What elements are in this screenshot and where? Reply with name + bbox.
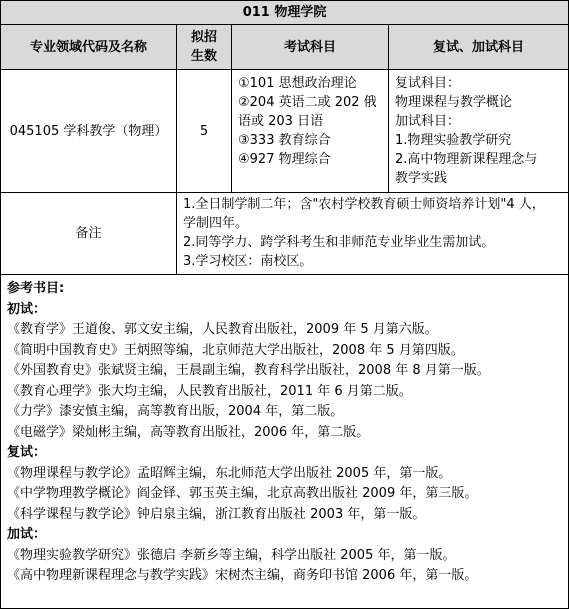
retest-line: 复试科目： xyxy=(395,76,461,91)
book-item: 《中学物理教学概论》阎金铎、郭玉英主编，北京高教出版社 2009 年，第三版。 xyxy=(7,486,478,501)
program-exam-subjects xyxy=(232,70,389,193)
book-item: 《科学课程与教学论》钟启泉主编，浙江教育出版社 2003 年，第一版。 xyxy=(7,506,426,522)
retest-line: 物理课程与教学概论 xyxy=(395,95,513,110)
notes-label: 备注 xyxy=(1,193,177,275)
references xyxy=(1,275,569,609)
references-row xyxy=(1,275,569,609)
book-item: 《外国教育史》张斌贤主编，王晨副主编，教育科学出版社，2008 年 8 月第一版。 xyxy=(7,363,490,378)
header-enroll xyxy=(177,25,232,70)
note-line: 2.同等学力、跨学科考生和非师范专业毕业生需加试。 xyxy=(183,235,495,250)
college-title-row xyxy=(1,1,569,25)
exam-line: ④927 物理综合 xyxy=(238,152,331,167)
section-title-initial: 初试： xyxy=(7,301,47,317)
header-row xyxy=(1,25,569,70)
retest-line: 1.物理实验教学研究 xyxy=(395,133,512,148)
book-item: 《教育学》王道俊、郭文安主编，人民教育出版社，2009 年 5 月第六版。 xyxy=(7,322,438,337)
notes-row xyxy=(1,193,569,275)
program-row xyxy=(1,70,569,193)
book-item: 《物理课程与教学论》孟昭辉主编，东北师范大学出版社 2005 年，第一版。 xyxy=(7,465,452,481)
notes-content xyxy=(177,193,569,275)
note-line: 3.学习校区：南校区。 xyxy=(183,254,313,269)
header-major: 专业领域代码及名称 xyxy=(1,25,177,70)
header-enroll-line1: 拟招 xyxy=(190,30,217,45)
section-title-extra: 加试： xyxy=(7,527,47,542)
program-enroll: 5 xyxy=(177,70,232,193)
retest-line: 加试科目： xyxy=(395,114,461,129)
exam-line: ②204 英语二或 202 俄 xyxy=(238,95,377,110)
note-line: 学制四年。 xyxy=(183,216,249,231)
book-item: 《高中物理新课程理念与教学实践》宋树杰主编，商务印书馆 2006 年，第一版。 xyxy=(7,568,478,583)
exam-line: ①101 思想政治理论 xyxy=(238,76,357,91)
note-line: 1.全日制学制二年；含"农村学校教育硕士师资培养计划"4 人， xyxy=(183,197,545,212)
college-title: 011 物理学院 xyxy=(1,1,569,25)
book-item: 《教育心理学》张大均主编，人民教育出版社，2011 年 6 月第二版。 xyxy=(7,383,412,399)
references-heading: 参考书目: xyxy=(7,281,65,296)
retest-line: 2.高中物理新课程理念与 xyxy=(395,152,538,167)
program-major: 045105 学科教学（物理） xyxy=(1,70,177,193)
book-item: 《电磁学》梁灿彬主编，高等教育出版社，2006 年，第二版。 xyxy=(7,424,370,440)
exam-line: ③333 教育综合 xyxy=(238,133,331,148)
header-enroll-line2: 生数 xyxy=(190,49,217,64)
book-item: 《物理实验教学研究》张德启 李新乡等主编，科学出版社 2005 年，第一版。 xyxy=(7,547,456,563)
header-exam: 考试科目 xyxy=(232,25,389,70)
section-title-retest: 复试： xyxy=(7,445,47,460)
retest-line: 教学实践 xyxy=(395,171,448,186)
book-item: 《简明中国教育史》王炳照等编，北京师范大学出版社，2008 年 5 月第四版。 xyxy=(7,342,464,358)
exam-line: 语或 203 日语 xyxy=(238,114,324,129)
book-item: 《力学》漆安慎主编，高等教育出版，2004 年，第二版。 xyxy=(7,404,344,419)
header-retest: 复试、加试科目 xyxy=(389,25,569,70)
program-retest-subjects xyxy=(389,70,569,193)
